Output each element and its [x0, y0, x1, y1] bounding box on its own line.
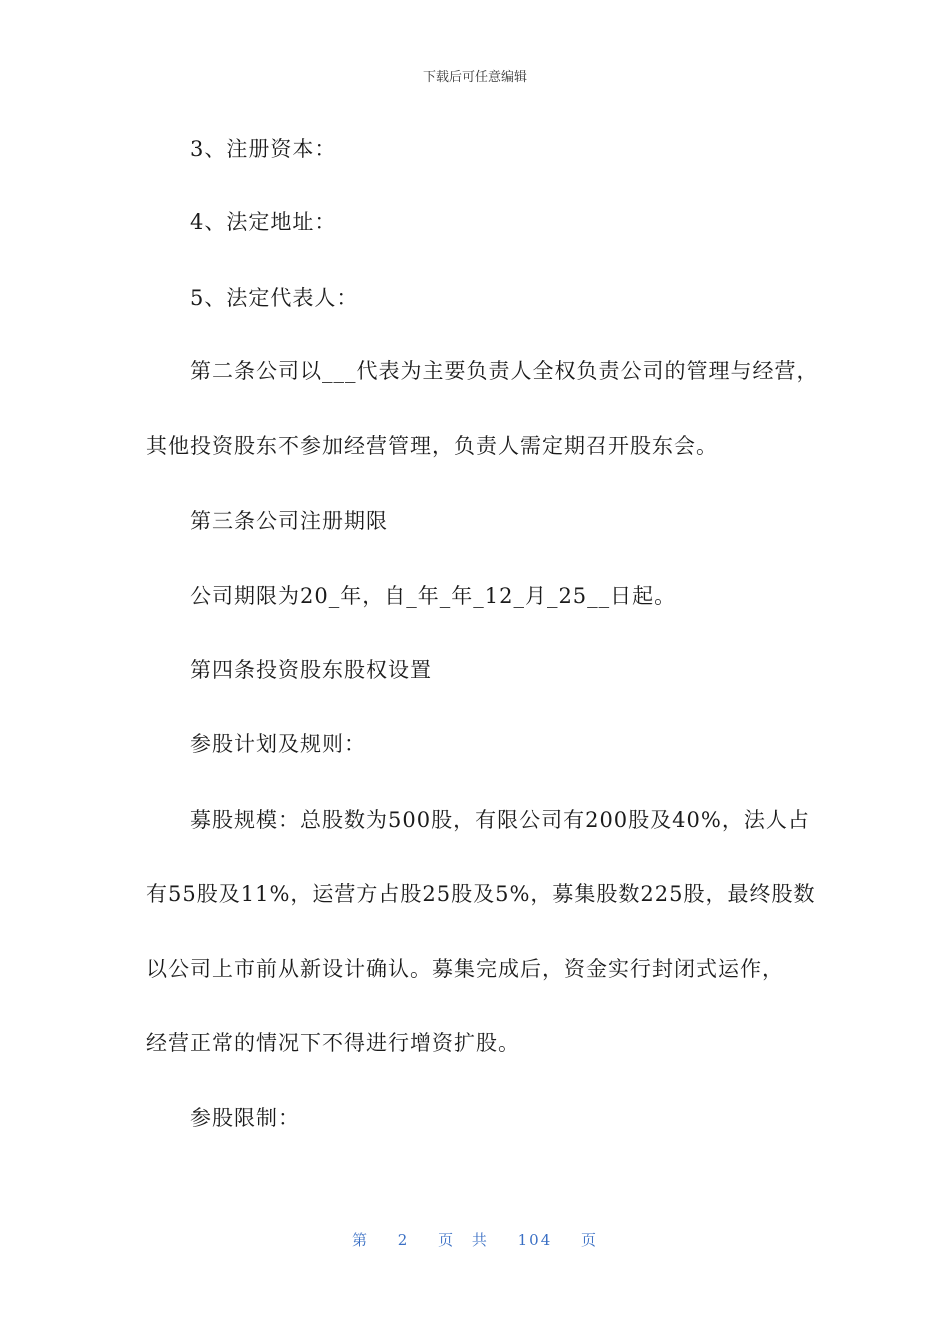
paragraph-line: 第四条投资股东股权设置	[190, 658, 432, 682]
footer-page-label: 第	[351, 1231, 369, 1249]
paragraph-line: 第二条公司以___代表为主要负责人全权负责公司的管理与经营，	[190, 359, 819, 383]
paragraph-line: 经营正常的情况下不得进行增资扩股。	[146, 1031, 520, 1055]
paragraph-line: 参股计划及规则：	[190, 732, 366, 756]
page-header: 下载后可任意编辑	[422, 70, 527, 85]
paragraph-line: 以公司上市前从新设计确认。募集完成后，资金实行封闭式运作，	[146, 957, 784, 981]
footer-page-of: 页 共	[438, 1231, 489, 1249]
page-footer	[0, 1229, 950, 1250]
paragraph-line: 其他投资股东不参加经营管理，负责人需定期召开股东会。	[146, 434, 718, 458]
footer-total-pages: 104	[517, 1231, 553, 1249]
footer-page-suffix: 页	[581, 1231, 599, 1249]
paragraph-line: 3、注册资本：	[190, 137, 337, 161]
paragraph-line: 募股规模：总股数为500股，有限公司有200股及40%，法人占	[190, 808, 810, 832]
paragraph-line: 公司期限为20_年，自_年_年_12_月_25__日起。	[190, 584, 677, 608]
paragraph-line: 参股限制：	[190, 1106, 300, 1130]
paragraph-line: 第三条公司注册期限	[190, 509, 388, 533]
paragraph-line: 5、法定代表人：	[190, 286, 359, 310]
paragraph-line: 4、法定地址：	[190, 210, 337, 234]
footer-page-number: 2	[397, 1231, 410, 1249]
paragraph-line: 有55股及11%，运营方占股25股及5%，募集股数225股，最终股数	[146, 882, 816, 906]
